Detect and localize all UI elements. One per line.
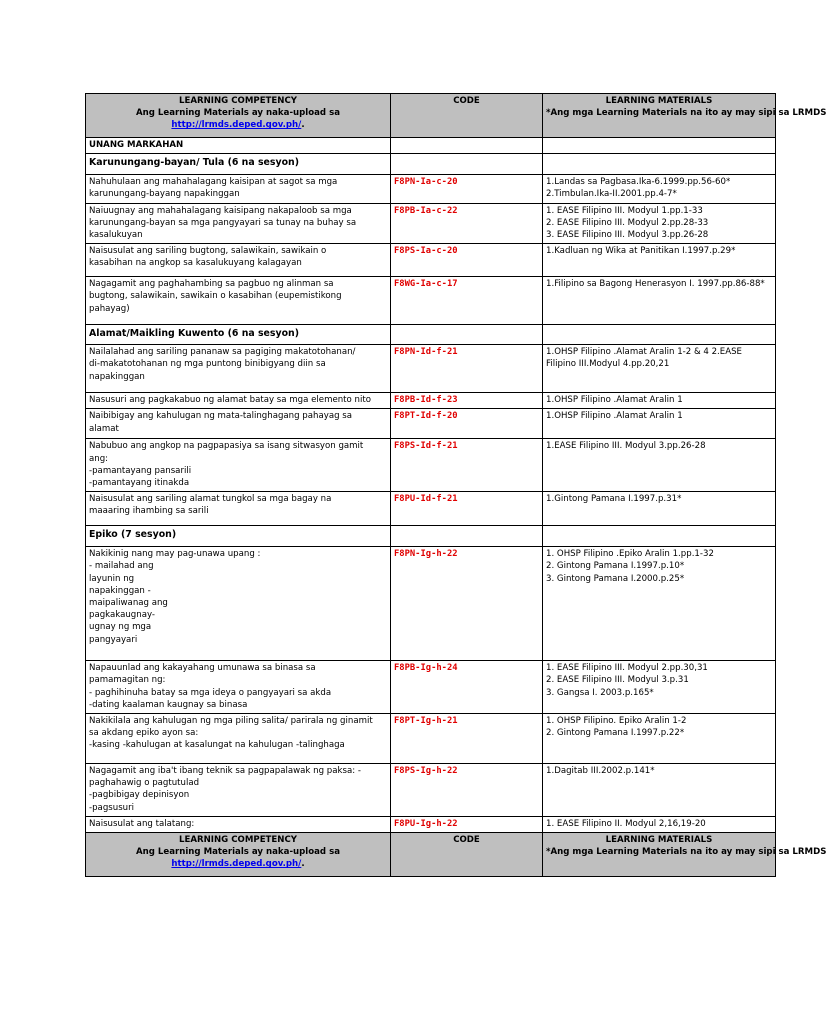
table-footer-header bbox=[86, 833, 776, 877]
competency-line: Nagagamit ang paghahambing sa pagbuo ng alinman sa bbox=[89, 279, 334, 290]
competency-code: F8PU-Id-f-21 bbox=[394, 494, 458, 505]
materials-cell bbox=[543, 816, 776, 832]
materials-header-title: LEARNING MATERIALS bbox=[605, 835, 713, 846]
material-line: 3. Gintong Pamana I.2000.p.25* bbox=[546, 573, 685, 584]
code-cell bbox=[391, 175, 543, 203]
code-cell bbox=[391, 393, 543, 409]
competency-cell bbox=[86, 714, 391, 764]
competency-cell bbox=[86, 816, 391, 832]
materials-header-sub: *Ang mga Learning Materials na ito ay may sipi sa LRMDS bbox=[546, 108, 826, 119]
material-line: 1. EASE Filipino III. Modyul 1.pp.1-33 bbox=[546, 205, 703, 216]
competency-line: pamamagitan ng: bbox=[89, 675, 166, 686]
competency-header-title: LEARNING COMPETENCY bbox=[178, 96, 298, 106]
quarter-row-code-cell bbox=[391, 138, 543, 154]
competency-line: maaaring ihambing sa sarili bbox=[89, 506, 209, 517]
materials-cell bbox=[543, 439, 776, 492]
section-title-row-materials-cell bbox=[543, 325, 776, 345]
competency-cell bbox=[86, 175, 391, 203]
code-cell bbox=[391, 277, 543, 325]
section-title-row bbox=[86, 154, 776, 175]
competency-line: Nakikinig nang may pag-unawa upang : bbox=[89, 549, 261, 560]
section-title-row-code-cell bbox=[391, 154, 543, 175]
competency-line: Nakikilala ang kahulugan ng mga piling salita/ parirala ng ginamit bbox=[89, 716, 373, 727]
table-row bbox=[86, 393, 776, 409]
section-title-row-label-cell bbox=[86, 325, 391, 345]
competency-code: F8PU-Ig-h-22 bbox=[394, 818, 458, 829]
table-header-materials-cell bbox=[543, 94, 826, 138]
materials-cell bbox=[543, 661, 776, 714]
table-row bbox=[86, 244, 776, 277]
competency-line: napakinggan - bbox=[89, 585, 151, 596]
materials-cell bbox=[543, 175, 776, 203]
material-line: 2.Timbulan.Ika-II.2001.pp.4-7* bbox=[546, 189, 677, 200]
section-title-row bbox=[86, 526, 776, 547]
competency-line: pagkakaugnay- bbox=[89, 610, 156, 621]
materials-cell bbox=[543, 393, 776, 409]
table-row bbox=[86, 345, 776, 393]
competency-code: F8PN-Id-f-21 bbox=[394, 347, 458, 358]
quarter-row bbox=[86, 138, 776, 154]
table-row bbox=[86, 547, 776, 661]
material-line: 1.Kadluan ng Wika at Panitikan I.1997.p.29* bbox=[546, 246, 736, 257]
competency-line: Naisusulat ang talatang: bbox=[89, 818, 195, 829]
section-title-row-materials-cell bbox=[543, 154, 776, 175]
section-title-row-code-cell bbox=[391, 526, 543, 547]
code-cell bbox=[391, 409, 543, 439]
competency-code: F8PB-Id-f-23 bbox=[394, 395, 458, 406]
code-cell bbox=[391, 661, 543, 714]
competency-cell bbox=[86, 764, 391, 817]
quarter-row-label: UNANG MARKAHAN bbox=[89, 140, 184, 150]
materials-cell bbox=[543, 277, 776, 325]
section-title-row-label: Alamat/Maikling Kuwento (6 na sesyon) bbox=[89, 328, 299, 340]
code-cell bbox=[391, 345, 543, 393]
table-row bbox=[86, 714, 776, 764]
table-row bbox=[86, 764, 776, 817]
competency-line: pangyayari bbox=[89, 634, 138, 645]
material-line: 3. EASE Filipino III. Modyul 3.pp.26-28 bbox=[546, 230, 709, 241]
table-row bbox=[86, 816, 776, 832]
section-title-row-label-cell bbox=[86, 154, 391, 175]
quarter-row-materials-cell bbox=[543, 138, 776, 154]
section-title-row-label: Epiko (7 sesyon) bbox=[89, 529, 177, 541]
competency-line: Nailalahad ang sariling pananaw sa pagiging makatotohanan/ bbox=[89, 347, 356, 358]
materials-cell bbox=[543, 244, 776, 277]
competency-cell bbox=[86, 439, 391, 492]
competency-line: -kasing -kahulugan at kasalungat na kahulugan -talinghaga bbox=[89, 740, 345, 751]
lrmds-link[interactable]: http://lrmds.deped.gov.ph/ bbox=[171, 120, 302, 131]
competency-line: -pagsusuri bbox=[89, 802, 135, 813]
table-row bbox=[86, 661, 776, 714]
competency-code: F8PB-Ia-c-22 bbox=[394, 205, 458, 216]
competency-code: F8PB-Ig-h-24 bbox=[394, 663, 458, 674]
material-line: 1.EASE Filipino III. Modyul 3.pp.26-28 bbox=[546, 441, 706, 452]
quarter-row-label-cell bbox=[86, 138, 391, 154]
competency-line: pahayag) bbox=[89, 303, 130, 314]
materials-cell bbox=[543, 203, 776, 244]
materials-cell bbox=[543, 714, 776, 764]
competency-line: karunungang-bayang napakinggan bbox=[89, 189, 240, 200]
competency-line: paghahawig o pagtutulad bbox=[89, 778, 200, 789]
competency-line: maipaliwanag ang bbox=[89, 598, 168, 609]
material-line: 1.Filipino sa Bagong Henerasyon I. 1997.pp.86-88* bbox=[546, 279, 765, 290]
code-cell bbox=[391, 492, 543, 526]
competency-line: Naibibigay ang kahulugan ng mata-talinghagang pahayag sa bbox=[89, 411, 353, 422]
material-line: 1.Dagitab III.2002.p.141* bbox=[546, 766, 655, 777]
material-line: 3. Gangsa I. 2003.p.165* bbox=[546, 687, 654, 698]
competency-cell bbox=[86, 661, 391, 714]
section-title-row-label-cell bbox=[86, 526, 391, 547]
competency-line: sa akdang epiko ayon sa: bbox=[89, 728, 199, 739]
material-line: 2. Gintong Pamana I.1997.p.10* bbox=[546, 561, 685, 572]
table-row bbox=[86, 203, 776, 244]
competency-header-title: LEARNING COMPETENCY bbox=[178, 835, 298, 846]
material-line: 1. OHSP Filipino. Epiko Aralin 1-2 bbox=[546, 716, 687, 727]
code-header: CODE bbox=[453, 835, 480, 846]
table-header-code-cell bbox=[391, 94, 543, 138]
code-header: CODE bbox=[453, 96, 480, 106]
competency-line: di-makatotohanan ng mga puntong binibigyang diin sa bbox=[89, 359, 326, 370]
competency-line: alamat bbox=[89, 423, 119, 434]
table-footer-header-competency-cell bbox=[86, 833, 391, 877]
competency-code: F8PT-Ig-h-21 bbox=[394, 716, 458, 727]
competency-line: -pamantayang itinakda bbox=[89, 478, 190, 489]
material-line: 1. EASE Filipino III. Modyul 2.pp.30,31 bbox=[546, 663, 708, 674]
lrmds-link-line bbox=[89, 858, 387, 870]
competency-line: karunungang-bayan sa mga pangyayari sa tunay na buhay sa bbox=[89, 217, 357, 228]
lrmds-link[interactable]: http://lrmds.deped.gov.ph/ bbox=[171, 859, 302, 870]
competency-line: -pagbibigay depinisyon bbox=[89, 790, 190, 801]
competency-line: -pamantayang pansarili bbox=[89, 465, 192, 476]
code-cell bbox=[391, 547, 543, 661]
competency-line: Nasusuri ang pagkakabuo ng alamat batay sa mga elemento nito bbox=[89, 395, 371, 406]
competency-line: Nabubuo ang angkop na pagpapasiya sa isang sitwasyon gamit bbox=[89, 441, 364, 452]
competency-code: F8PT-Id-f-20 bbox=[394, 411, 458, 422]
material-line: 2. EASE Filipino III. Modyul 3.p.31 bbox=[546, 675, 689, 686]
materials-cell bbox=[543, 345, 776, 393]
material-line: 1.OHSP Filipino .Alamat Aralin 1-2 & 4 2.EASE bbox=[546, 347, 742, 358]
competency-table bbox=[85, 93, 826, 877]
material-line: 1.Landas sa Pagbasa.Ika-6.1999.pp.56-60* bbox=[546, 177, 731, 188]
competency-line: Nagagamit ang iba't ibang teknik sa pagpapalawak ng paksa: - bbox=[89, 766, 361, 777]
material-line: 1. OHSP Filipino .Epiko Aralin 1.pp.1-32 bbox=[546, 549, 714, 560]
link-suffix: . bbox=[301, 859, 305, 870]
competency-line: Naisusulat ang sariling bugtong, salawikain, sawikain o bbox=[89, 246, 327, 257]
table-row bbox=[86, 492, 776, 526]
competency-cell bbox=[86, 277, 391, 325]
materials-cell bbox=[543, 547, 776, 661]
competency-line: Nahuhulaan ang mahahalagang kaisipan at sagot sa mga bbox=[89, 177, 338, 188]
table-footer-header-code-cell bbox=[391, 833, 543, 877]
competency-code: F8WG-Ia-c-17 bbox=[394, 279, 458, 290]
competency-code: F8PS-Ia-c-20 bbox=[394, 246, 458, 257]
competency-cell bbox=[86, 393, 391, 409]
code-cell bbox=[391, 714, 543, 764]
section-title-row-code-cell bbox=[391, 325, 543, 345]
material-line: 1.OHSP Filipino .Alamat Aralin 1 bbox=[546, 395, 683, 406]
competency-code: F8PN-Ia-c-20 bbox=[394, 177, 458, 188]
competency-line: Naiuugnay ang mahahalagang kaisipang nakapaloob sa mga bbox=[89, 205, 352, 216]
section-title-row-label: Karunungang-bayan/ Tula (6 na sesyon) bbox=[89, 157, 299, 169]
lrmds-link-line bbox=[89, 119, 387, 131]
competency-line: kasalukuyan bbox=[89, 230, 143, 241]
competency-line: - paghihinuha batay sa mga ideya o pangyayari sa akda bbox=[89, 687, 332, 698]
competency-header-sub: Ang Learning Materials ay naka-upload sa bbox=[135, 847, 340, 858]
competency-cell bbox=[86, 492, 391, 526]
material-line: Filipino III.Modyul 4.pp.20,21 bbox=[546, 359, 670, 370]
competency-cell bbox=[86, 409, 391, 439]
competency-cell bbox=[86, 547, 391, 661]
competency-line: layunin ng bbox=[89, 573, 135, 584]
code-cell bbox=[391, 244, 543, 277]
materials-cell bbox=[543, 764, 776, 817]
table-row bbox=[86, 439, 776, 492]
link-suffix: . bbox=[301, 120, 305, 131]
competency-code: F8PS-Id-f-21 bbox=[394, 441, 458, 452]
table-footer-header-materials-cell bbox=[543, 833, 826, 877]
table-header bbox=[86, 94, 776, 138]
material-line: 1.Gintong Pamana I.1997.p.31* bbox=[546, 494, 682, 505]
competency-header-sub: Ang Learning Materials ay naka-upload sa bbox=[135, 108, 340, 119]
section-title-row-materials-cell bbox=[543, 526, 776, 547]
competency-cell bbox=[86, 244, 391, 277]
competency-line: ugnay ng mga bbox=[89, 622, 152, 633]
competency-line: kasabihan na angkop sa kasalukuyang kalagayan bbox=[89, 258, 302, 269]
competency-line: bugtong, salawikain, sawikain o kasabihan (eupemistikong bbox=[89, 291, 342, 302]
competency-code: F8PN-Ig-h-22 bbox=[394, 549, 458, 560]
table-row bbox=[86, 277, 776, 325]
materials-cell bbox=[543, 409, 776, 439]
competency-line: ang: bbox=[89, 453, 109, 464]
table-row bbox=[86, 175, 776, 203]
competency-line: Napauunlad ang kakayahang umunawa sa binasa sa bbox=[89, 663, 316, 674]
section-title-row bbox=[86, 325, 776, 345]
competency-line: napakinggan bbox=[89, 371, 145, 382]
competency-line: Naisusulat ang sariling alamat tungkol sa mga bagay na bbox=[89, 494, 332, 505]
competency-code: F8PS-Ig-h-22 bbox=[394, 766, 458, 777]
table-row bbox=[86, 409, 776, 439]
material-line: 2. EASE Filipino III. Modyul 2.pp.28-33 bbox=[546, 217, 709, 228]
competency-line: -dating kaalaman kaugnay sa binasa bbox=[89, 699, 248, 710]
materials-cell bbox=[543, 492, 776, 526]
material-line: 1. EASE Filipino II. Modyul 2,16,19-20 bbox=[546, 818, 706, 829]
code-cell bbox=[391, 764, 543, 817]
materials-header-title: LEARNING MATERIALS bbox=[605, 96, 713, 106]
materials-header-sub: *Ang mga Learning Materials na ito ay may sipi sa LRMDS bbox=[546, 847, 826, 858]
code-cell bbox=[391, 439, 543, 492]
competency-line: - mailahad ang bbox=[89, 561, 154, 572]
code-cell bbox=[391, 816, 543, 832]
table-header-competency-cell bbox=[86, 94, 391, 138]
code-cell bbox=[391, 203, 543, 244]
material-line: 1.OHSP Filipino .Alamat Aralin 1 bbox=[546, 411, 683, 422]
competency-cell bbox=[86, 203, 391, 244]
competency-cell bbox=[86, 345, 391, 393]
material-line: 2. Gintong Pamana I.1997.p.22* bbox=[546, 728, 685, 739]
